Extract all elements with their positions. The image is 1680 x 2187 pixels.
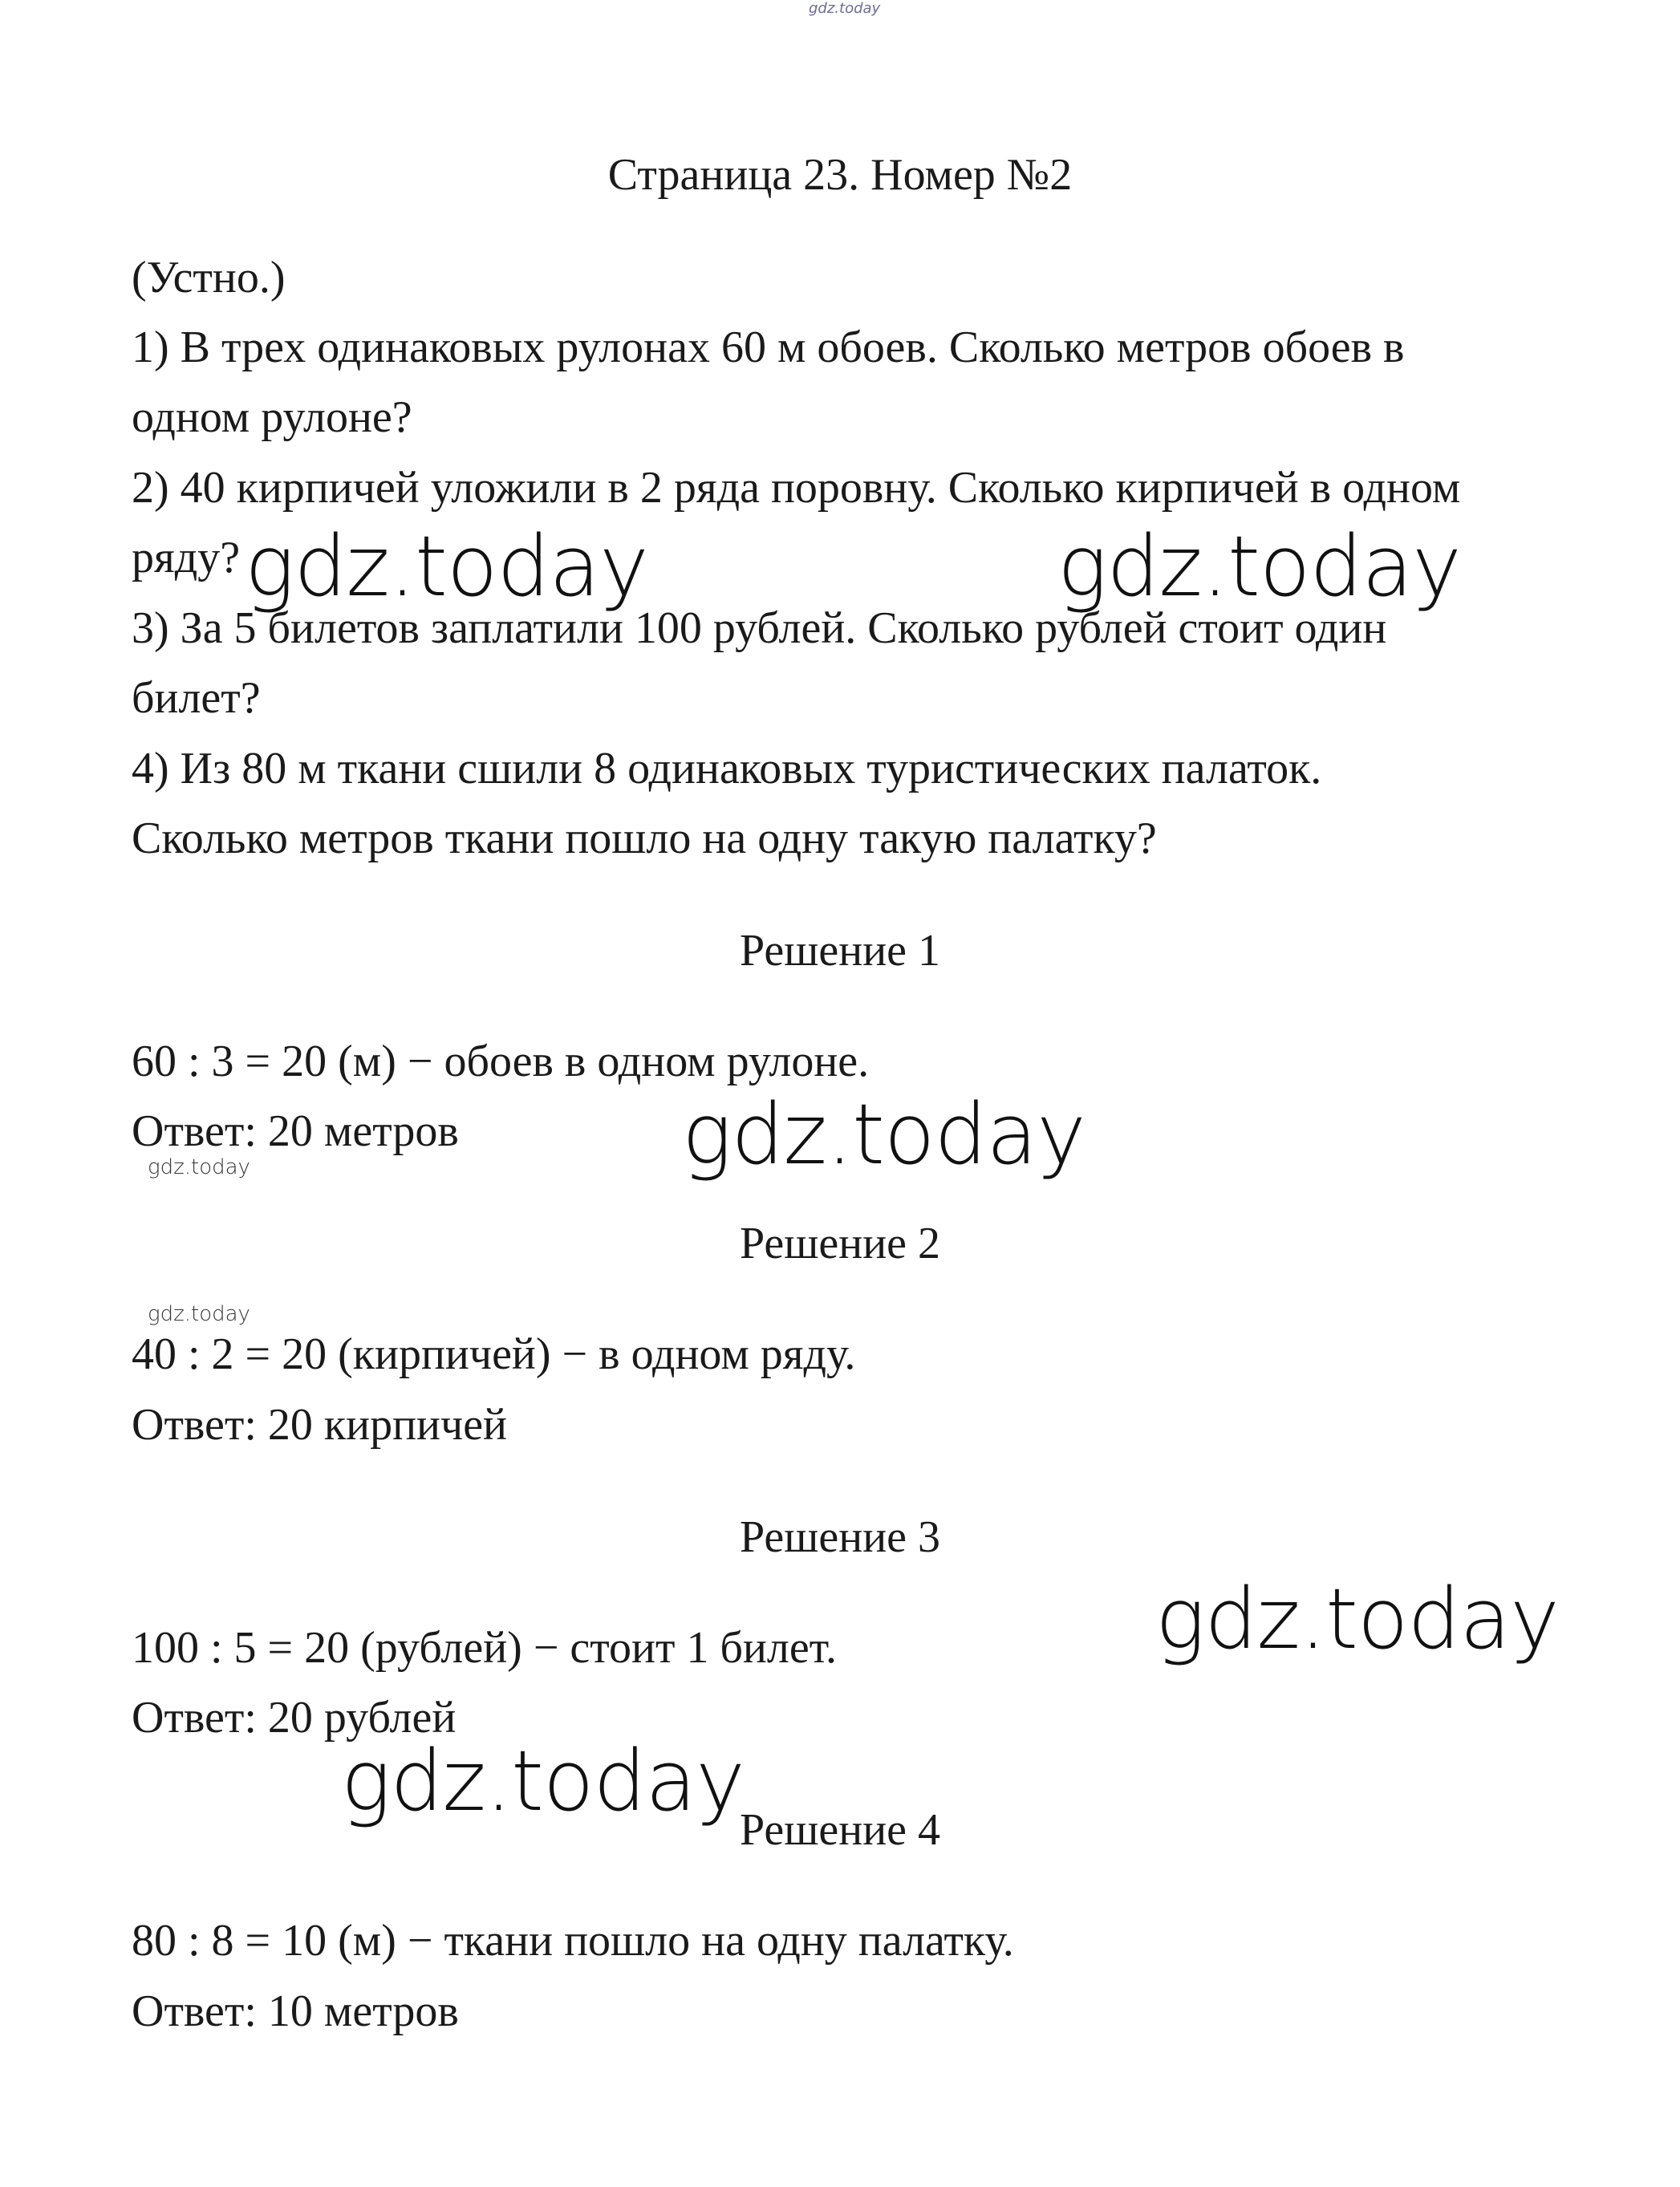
solution-equation: 40 : 2 = 20 (кирпичей) − в одном ряду. bbox=[132, 1329, 856, 1379]
top-watermark: gdz.today bbox=[809, 0, 881, 17]
solution-heading: Решение 2 bbox=[739, 1219, 941, 1268]
solution-answer: Ответ: 20 метров bbox=[132, 1106, 459, 1156]
solution-equation: 100 : 5 = 20 (рублей) − стоит 1 билет. bbox=[132, 1623, 837, 1673]
solution-answer: Ответ: 20 кирпичей bbox=[132, 1400, 508, 1450]
watermark: gdz.today bbox=[341, 1732, 745, 1830]
solution-heading: Решение 4 bbox=[739, 1805, 941, 1855]
problem-line: Сколько метров ткани пошло на одну такую палатку? bbox=[132, 814, 1157, 863]
watermark: gdz.today bbox=[682, 1085, 1086, 1183]
problem-line: билет? bbox=[132, 673, 261, 723]
watermark: gdz.today bbox=[1057, 517, 1461, 615]
solution-equation: 60 : 3 = 20 (м) − обоев в одном рулоне. bbox=[132, 1037, 870, 1086]
watermark: gdz.today bbox=[1155, 1570, 1559, 1668]
page-title: Страница 23. Номер №2 bbox=[607, 150, 1073, 200]
problem-line: 3) За 5 билетов заплатили 100 рублей. Сколько рублей стоит один bbox=[132, 603, 1387, 653]
problem-line: 4) Из 80 м ткани сшили 8 одинаковых туристических палаток. bbox=[132, 744, 1322, 793]
solution-heading: Решение 3 bbox=[739, 1512, 941, 1562]
problem-line: 1) В трех одинаковых рулонах 60 м обоев. Сколько метров обоев в bbox=[132, 323, 1405, 372]
problem-intro: (Устно.) bbox=[132, 253, 286, 302]
watermark: gdz.today bbox=[148, 1155, 250, 1179]
solution-heading: Решение 1 bbox=[739, 926, 941, 976]
problem-line: 2) 40 кирпичей уложили в 2 ряда поровну. Сколько кирпичей в одном bbox=[132, 463, 1461, 513]
watermark: gdz.today bbox=[245, 517, 648, 615]
solution-answer: Ответ: 10 метров bbox=[132, 1986, 459, 2036]
solution-answer: Ответ: 20 рублей bbox=[132, 1693, 457, 1743]
watermark: gdz.today bbox=[148, 1302, 250, 1326]
problem-line: ряду? bbox=[132, 533, 241, 582]
problem-line: одном рулоне? bbox=[132, 392, 412, 442]
solution-equation: 80 : 8 = 10 (м) − ткани пошло на одну палатку. bbox=[132, 1916, 1014, 1966]
